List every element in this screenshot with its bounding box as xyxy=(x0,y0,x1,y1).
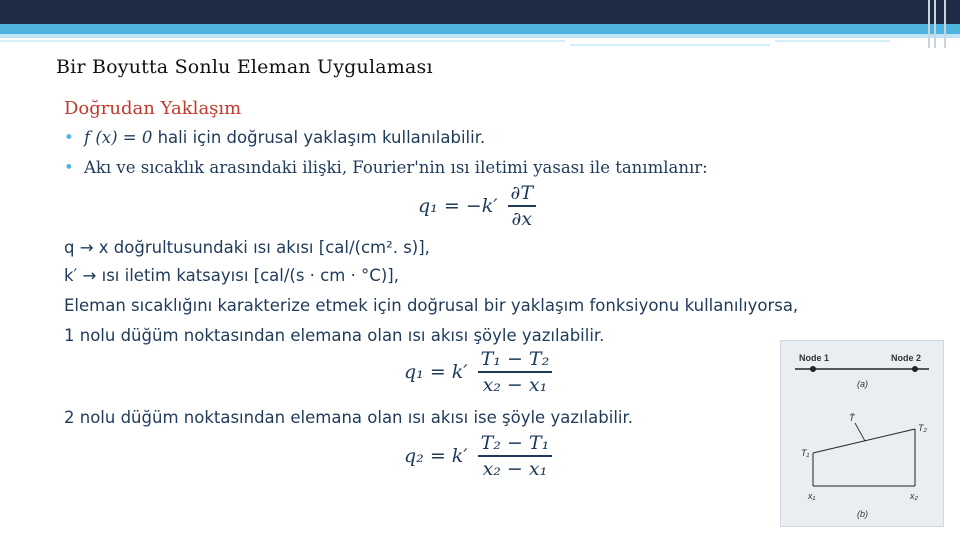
formula-node2-flux xyxy=(404,432,552,480)
top-accent-bar xyxy=(0,24,960,34)
fraction xyxy=(478,348,553,396)
slide-title: Bir Boyutta Sonlu Eleman Uygulaması xyxy=(56,56,433,78)
element-figure xyxy=(780,340,944,527)
fraction-numerator: ∂T xyxy=(508,182,537,207)
bullet-line-2 xyxy=(64,158,708,177)
corner-line xyxy=(944,0,946,48)
subfigure-a-label: (a) xyxy=(857,379,868,389)
formula-lhs: q₁ = k′ xyxy=(404,361,468,383)
text-line-k: k′ → ısı iletim katsayısı [cal/(s · cm · °C)], xyxy=(64,266,399,285)
fraction-numerator: T₁ − T₂ xyxy=(478,348,553,373)
bullet-icon: • xyxy=(64,158,74,177)
fraction xyxy=(508,182,537,230)
fraction-denominator: x₂ − x₁ xyxy=(482,458,548,480)
element-diagram xyxy=(781,341,943,526)
x2-label: x₂ xyxy=(910,491,918,501)
fraction xyxy=(478,432,553,480)
text-line-node-2: 2 nolu düğüm noktasından elemana olan ısı akısı ise şöyle yazılabilir. xyxy=(64,408,634,427)
corner-line xyxy=(928,0,930,48)
text-line-q: q → x doğrultusundaki ısı akısı [cal/(cm². s)], xyxy=(64,238,430,257)
node-2-label: Node 2 xyxy=(891,353,922,363)
t2-label: T₂ xyxy=(918,423,927,433)
section-heading: Doğrudan Yaklaşım xyxy=(64,98,242,119)
bullet-line-1 xyxy=(64,128,485,147)
formula-node1-flux xyxy=(404,348,552,396)
heading-line xyxy=(64,98,241,119)
temperature-line xyxy=(813,429,915,453)
bullet-icon: • xyxy=(64,128,74,147)
corner-line xyxy=(934,0,936,48)
t-bar-pointer xyxy=(855,423,865,441)
top-light-bar xyxy=(0,34,960,38)
bullet-text: Akı ve sıcaklık arasındaki ilişki, Fourier'nin ısı iletimi yasası ile tanımlanır: xyxy=(84,158,708,177)
fraction-denominator: ∂x xyxy=(511,208,533,230)
formula-lhs: q₂ = k′ xyxy=(404,445,468,467)
fraction-numerator: T₂ − T₁ xyxy=(478,432,553,457)
text-line-element-1: Eleman sıcaklığını karakterize etmek için doğrusal bir yaklaşım fonksiyonu kullanılıyorsa, xyxy=(64,296,799,315)
formula-lhs: q₁ = −k′ xyxy=(418,195,498,217)
subfigure-b-label: (b) xyxy=(857,509,868,519)
decorative-line xyxy=(775,40,890,42)
node-2-dot xyxy=(912,366,918,372)
bullet-text: hali için doğrusal yaklaşım kullanılabilir. xyxy=(152,128,486,147)
formula-fourier xyxy=(418,182,536,230)
decorative-line xyxy=(570,44,770,46)
t1-label: T₁ xyxy=(801,448,810,458)
node-1-label: Node 1 xyxy=(799,353,830,363)
x1-label: x₁ xyxy=(808,491,816,501)
fraction-denominator: x₂ − x₁ xyxy=(482,374,548,396)
node-1-dot xyxy=(810,366,816,372)
decorative-line xyxy=(0,40,565,42)
text-line-element-2: 1 nolu düğüm noktasından elemana olan ısı akısı şöyle yazılabilir. xyxy=(64,326,605,345)
top-header-bar xyxy=(0,0,960,24)
t-bar-label: T̄ xyxy=(849,413,855,423)
math-expression: f (x) = 0 xyxy=(84,128,153,147)
